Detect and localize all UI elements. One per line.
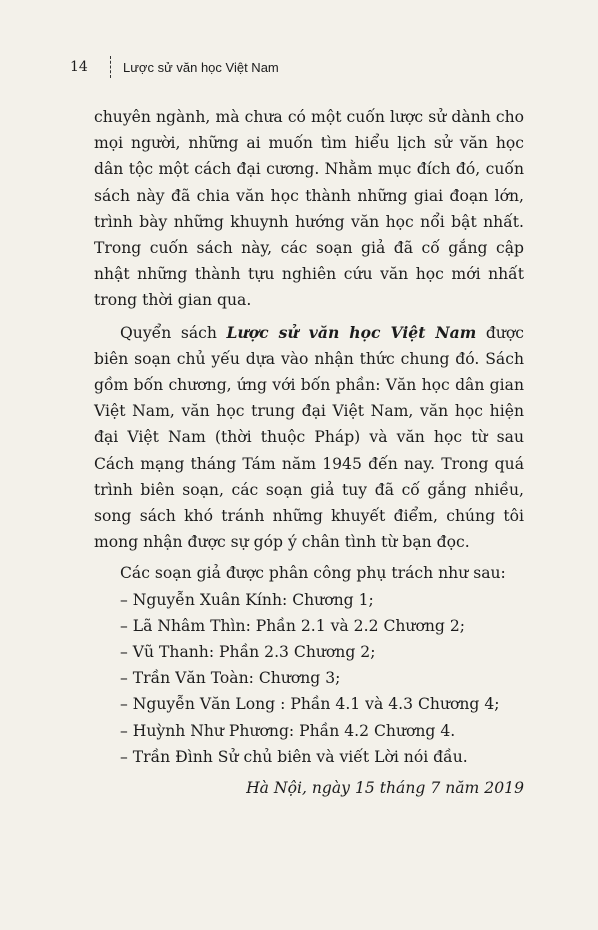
list-item: – Nguyễn Xuân Kính: Chương 1;	[120, 590, 374, 609]
page-number: 14	[70, 59, 88, 75]
signature-date: Hà Nội, ngày 15 tháng 7 năm 2019	[246, 779, 524, 798]
header-divider	[110, 56, 111, 78]
running-title: Lược sử văn học Việt Nam	[123, 59, 279, 75]
paragraph-continued: chuyên ngành, mà chưa có một cuốn lược sử dành cho mọi người, những ai muốn tìm hiểu lịch sử văn học dân tộc một cách đại cương. Nhằm mục đích đó, cuốn sách này đã chia văn học thành những giai đoạn lớn, trình bày những khuynh hướng văn học nổi bật nhất. Trong cuốn sách này, các soạn giả đã cố gắng cập nhật những thành tựu nghiên cứu văn học mới nhất trong thời gian qua.	[94, 108, 524, 310]
list-item: – Lã Nhâm Thìn: Phần 2.1 và 2.2 Chương 2;	[120, 616, 466, 635]
assignment-intro: Các soạn giả được phân công phụ trách như sau:	[120, 564, 506, 583]
list-item: – Trần Văn Toàn: Chương 3;	[120, 669, 341, 688]
page-header	[70, 56, 279, 78]
list-item: – Huỳnh Như Phương: Phần 4.2 Chương 4.	[120, 721, 456, 740]
list-item: – Nguyễn Văn Long : Phần 4.1 và 4.3 Chương 4;	[120, 695, 500, 714]
page-body	[94, 104, 524, 801]
list-item: – Trần Đình Sử chủ biên và viết Lời nói đầu.	[120, 747, 468, 766]
paragraph-rest: được biên soạn chủ yếu dựa vào nhận thức chung đó. Sách gồm bốn chương, ứng với bốn phần: Văn học dân gian Việt Nam, văn học trung đại Việt Nam, văn học hiện đại Việt Nam (thời thuộc Pháp) và văn học từ sau Cách mạng tháng Tám năm 1945 đến nay. Trong quá trình biên soạn, các soạn giả tuy đã cố gắng nhiều, song sách khó tránh những khuyết điểm, chúng tôi mong nhận được sự góp ý chân tình từ bạn đọc.	[94, 323, 524, 552]
assignment-list	[94, 587, 524, 770]
paragraph-lead: Quyển sách	[120, 323, 227, 342]
list-item: – Vũ Thanh: Phần 2.3 Chương 2;	[120, 643, 376, 662]
book-title: Lược sử văn học Việt Nam	[226, 322, 477, 342]
paragraph-book-description	[94, 320, 524, 556]
